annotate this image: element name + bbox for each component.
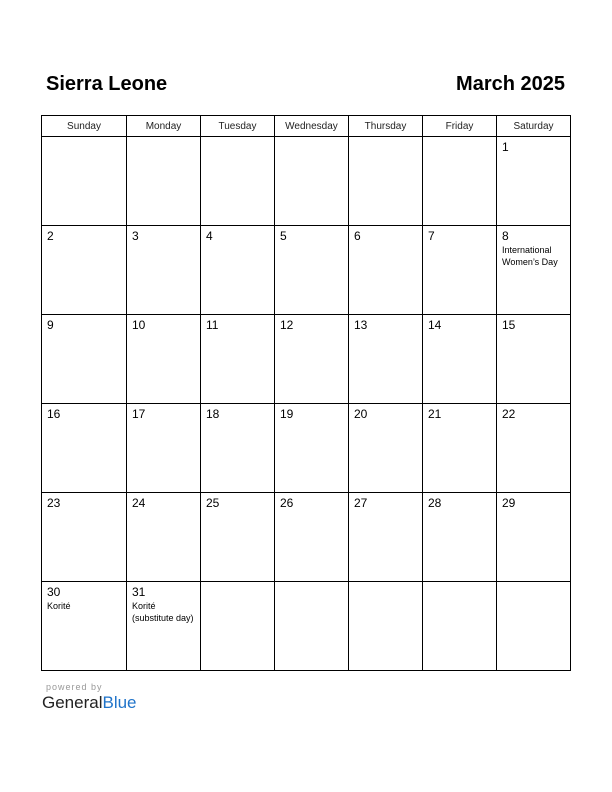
holiday-label: International Women’s Day: [502, 245, 558, 267]
day-number: 2: [47, 229, 54, 243]
day-cell[interactable]: [349, 315, 423, 404]
weekday-header: Sunday: [42, 116, 127, 137]
day-cell[interactable]: [349, 226, 423, 315]
day-cell[interactable]: [497, 137, 571, 226]
day-number: 28: [428, 496, 442, 510]
day-number: 15: [502, 318, 516, 332]
day-number: 14: [428, 318, 442, 332]
generalblue-logo[interactable]: [42, 693, 137, 713]
day-number: 4: [206, 229, 213, 243]
day-cell[interactable]: [201, 404, 275, 493]
day-cell[interactable]: [423, 404, 497, 493]
day-number: 30: [47, 585, 61, 599]
weekday-header: Monday: [127, 116, 201, 137]
country-title: Sierra Leone: [46, 73, 168, 95]
powered-by-label: powered by: [46, 682, 103, 692]
week-row: [42, 315, 571, 404]
day-number: 22: [502, 407, 516, 421]
holiday-label: Korité (substitute day): [132, 601, 194, 623]
day-cell[interactable]: [275, 404, 349, 493]
day-cell[interactable]: [423, 226, 497, 315]
day-cell[interactable]: [201, 493, 275, 582]
week-row: [42, 226, 571, 315]
day-number: 16: [47, 407, 61, 421]
holiday-label: Korité: [47, 601, 71, 611]
day-cell[interactable]: [275, 226, 349, 315]
day-cell[interactable]: [275, 315, 349, 404]
day-number: 17: [132, 407, 146, 421]
empty-day-cell: [423, 582, 497, 671]
brand-general-text: General: [42, 693, 103, 712]
week-row: [42, 493, 571, 582]
day-cell[interactable]: [423, 315, 497, 404]
day-number: 5: [280, 229, 287, 243]
day-number: 21: [428, 407, 442, 421]
day-number: 23: [47, 496, 61, 510]
day-number: 26: [280, 496, 294, 510]
day-number: 11: [206, 318, 219, 332]
month-year-title: March 2025: [456, 73, 565, 95]
empty-day-cell: [275, 582, 349, 671]
weekday-header: Friday: [423, 116, 497, 137]
day-number: 3: [132, 229, 139, 243]
day-number: 29: [502, 496, 516, 510]
day-cell[interactable]: [42, 226, 127, 315]
empty-day-cell: [275, 137, 349, 226]
day-cell[interactable]: [127, 493, 201, 582]
week-row: [42, 582, 571, 671]
day-cell[interactable]: [127, 315, 201, 404]
day-cell[interactable]: [497, 404, 571, 493]
weekday-header: Tuesday: [201, 116, 275, 137]
weekday-header: Thursday: [349, 116, 423, 137]
day-number: 8: [502, 229, 509, 243]
day-cell[interactable]: [42, 404, 127, 493]
day-cell[interactable]: [497, 315, 571, 404]
day-cell[interactable]: [127, 226, 201, 315]
empty-day-cell: [201, 582, 275, 671]
empty-day-cell: [497, 582, 571, 671]
day-number: 6: [354, 229, 361, 243]
weekday-header-row: [42, 116, 571, 137]
calendar-grid: [41, 115, 571, 671]
day-number: 18: [206, 407, 220, 421]
day-cell[interactable]: [201, 226, 275, 315]
day-cell[interactable]: [497, 226, 571, 315]
day-cell[interactable]: [349, 493, 423, 582]
week-row: [42, 404, 571, 493]
week-row: [42, 137, 571, 226]
day-number: 25: [206, 496, 220, 510]
empty-day-cell: [201, 137, 275, 226]
day-cell[interactable]: [42, 582, 127, 671]
day-cell[interactable]: [423, 493, 497, 582]
day-cell[interactable]: [349, 404, 423, 493]
day-number: 19: [280, 407, 294, 421]
day-number: 10: [132, 318, 146, 332]
weekday-header: Wednesday: [275, 116, 349, 137]
day-number: 31: [132, 585, 146, 599]
day-cell[interactable]: [42, 315, 127, 404]
empty-day-cell: [349, 137, 423, 226]
day-cell[interactable]: [127, 582, 201, 671]
day-number: 27: [354, 496, 368, 510]
empty-day-cell: [127, 137, 201, 226]
empty-day-cell: [42, 137, 127, 226]
day-number: 7: [428, 229, 435, 243]
day-cell[interactable]: [275, 493, 349, 582]
brand-blue-text: Blue: [102, 693, 137, 712]
empty-day-cell: [349, 582, 423, 671]
empty-day-cell: [423, 137, 497, 226]
day-number: 1: [502, 140, 509, 154]
day-cell[interactable]: [201, 315, 275, 404]
day-cell[interactable]: [497, 493, 571, 582]
day-number: 12: [280, 318, 294, 332]
weekday-header: Saturday: [497, 116, 571, 137]
day-number: 24: [132, 496, 146, 510]
day-cell[interactable]: [42, 493, 127, 582]
day-number: 20: [354, 407, 368, 421]
day-number: 9: [47, 318, 54, 332]
day-number: 13: [354, 318, 368, 332]
day-cell[interactable]: [127, 404, 201, 493]
